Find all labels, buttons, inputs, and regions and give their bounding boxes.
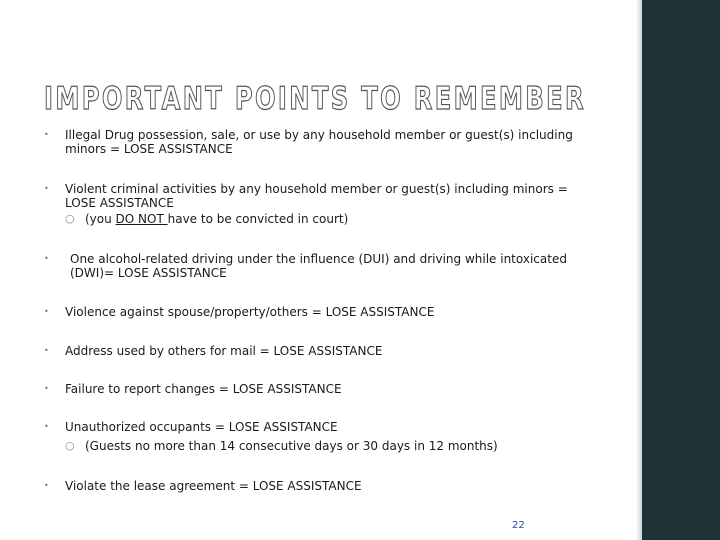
bullet-text: One alcohol-related driving under the influence (DUI) and driving while intoxicated (DWI)= LOSE ASSISTANCE bbox=[70, 252, 567, 280]
bullet-text: Address used by others for mail = LOSE ASSISTANCE bbox=[65, 344, 383, 358]
bullet-text: Violence against spouse/property/others = LOSE ASSISTANCE bbox=[65, 305, 435, 319]
bullet-text: Violent criminal activities by any household member or guest(s) including minors = LOSE ASSISTANCE bbox=[65, 182, 568, 210]
bullet-marker: • bbox=[44, 481, 49, 490]
do-not-emphasis: DO NOT bbox=[115, 212, 168, 226]
bullet-text: Illegal Drug possession, sale, or use by any household member or guest(s) including minors = LOSE ASSISTANCE bbox=[65, 128, 573, 156]
page-number: 22 bbox=[512, 520, 525, 531]
bullet-marker: • bbox=[44, 346, 49, 355]
bullet-marker: • bbox=[44, 130, 49, 139]
bullet-marker: • bbox=[44, 254, 49, 263]
bullet-marker: • bbox=[44, 384, 49, 393]
sub-item-text: (Guests no more than 14 consecutive days or 30 days in 12 months) bbox=[85, 439, 498, 453]
bullet-text: Violate the lease agreement = LOSE ASSISTANCE bbox=[65, 479, 362, 493]
bullet-text: Unauthorized occupants = LOSE ASSISTANCE bbox=[65, 420, 338, 434]
bullet-marker: • bbox=[44, 184, 49, 193]
slide-title-graphic bbox=[44, 80, 634, 116]
bullet-text: Failure to report changes = LOSE ASSISTANCE bbox=[65, 382, 342, 396]
slide-title-text: IMPORTANT POINTS TO REMEMBER bbox=[44, 81, 586, 117]
sub-item-text: (you DO NOT have to be convicted in court) bbox=[85, 212, 349, 226]
circle-bullet-icon: ○ bbox=[65, 439, 75, 452]
slide-title bbox=[44, 80, 634, 116]
bullet-marker: • bbox=[44, 307, 49, 316]
circle-bullet-icon: ○ bbox=[65, 212, 75, 225]
right-decorative-band bbox=[642, 0, 720, 540]
bullet-marker: • bbox=[44, 422, 49, 431]
